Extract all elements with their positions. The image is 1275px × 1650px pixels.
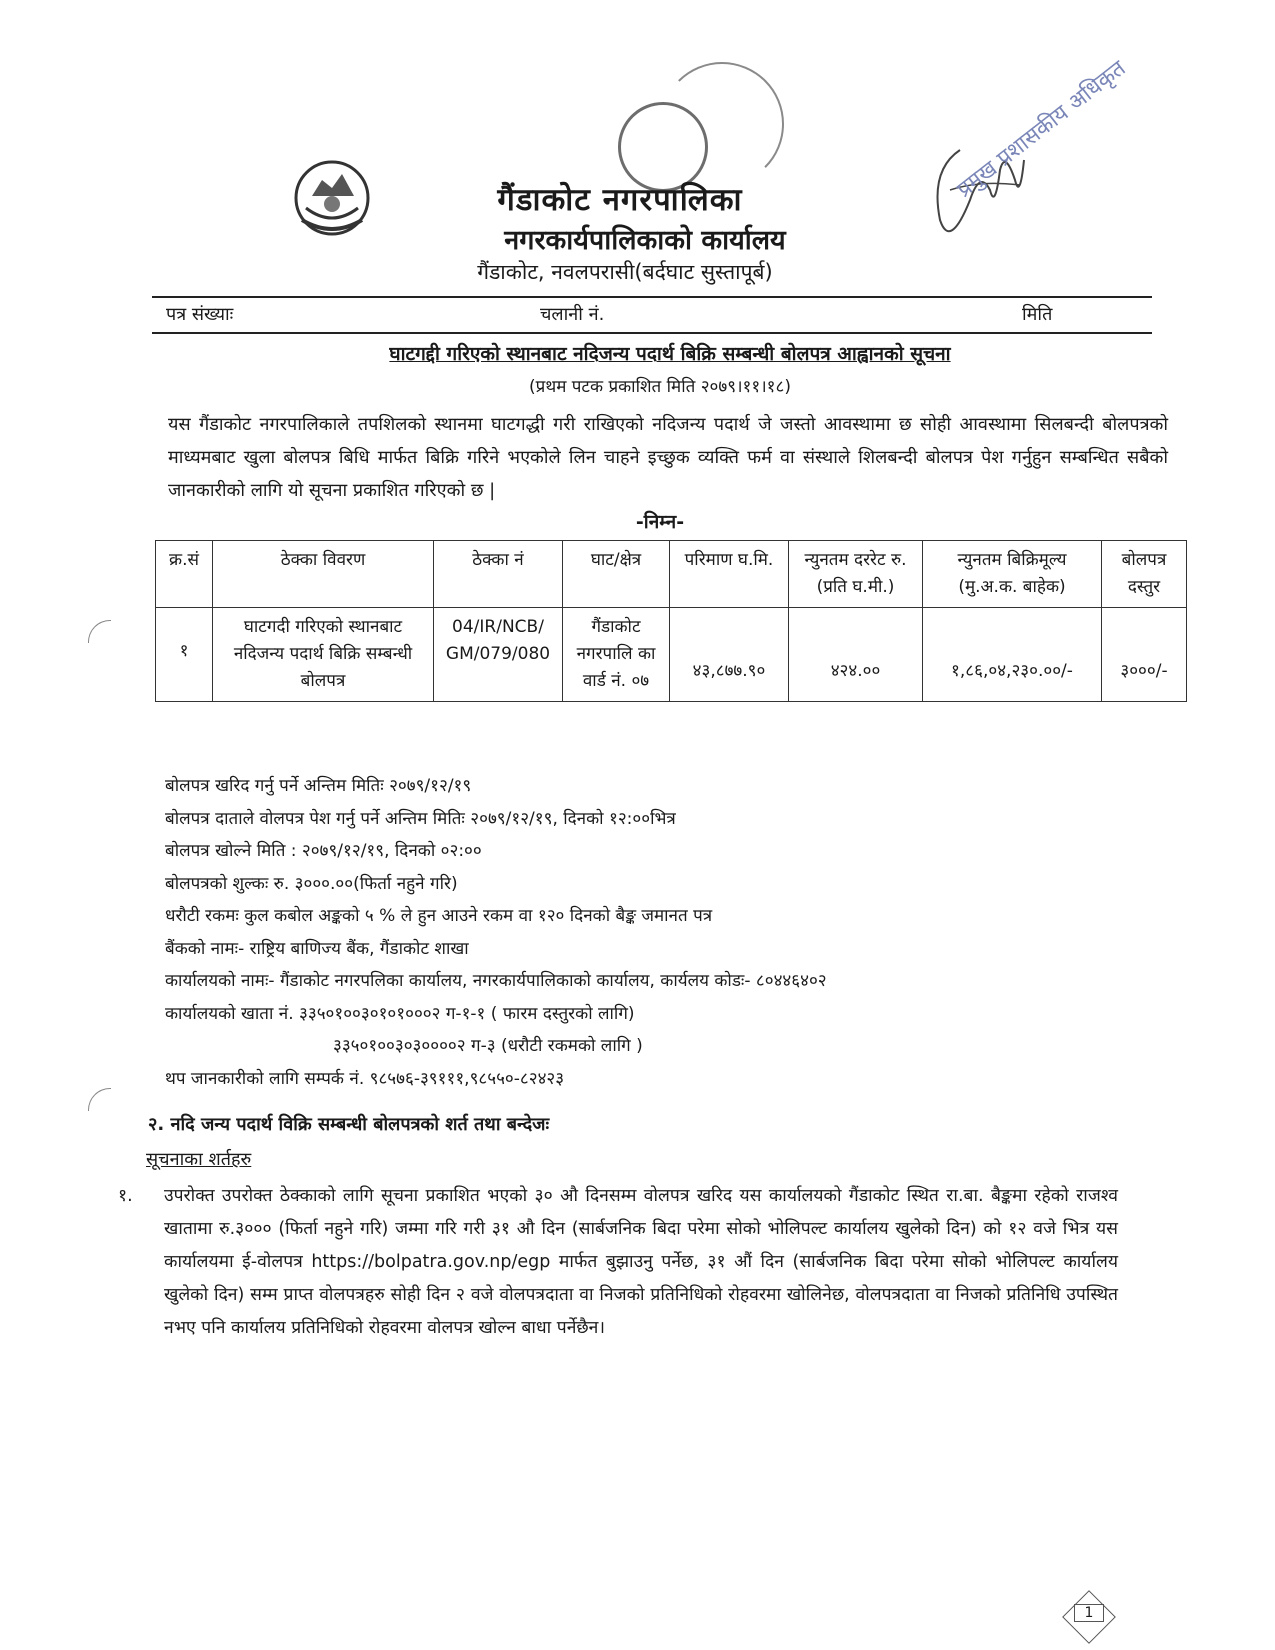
col-fee: बोलपत्र दस्तुर bbox=[1102, 541, 1187, 608]
detail-account-2: ३३५०१००३०३००००२ ग-३ (धरौटी रकमको लागि ) bbox=[333, 1036, 643, 1056]
table-header-row bbox=[156, 541, 1187, 608]
detail-opening-date: बोलपत्र खोल्ने मिति : २०७९/१२/१९, दिनको ०२:०० bbox=[165, 841, 482, 861]
col-rate: न्युनतम दररेट रु. (प्रति घ.मी.) bbox=[789, 541, 923, 608]
col-description: ठेक्का विवरण bbox=[213, 541, 434, 608]
punch-hole-mark bbox=[88, 1088, 111, 1111]
col-area: घाट/क्षेत्र bbox=[563, 541, 670, 608]
section-2-subheading: सूचनाका शर्तहरु bbox=[146, 1149, 252, 1170]
page-number: 1 bbox=[1074, 1604, 1104, 1622]
clause-1 bbox=[118, 1180, 1118, 1345]
miti-label: मिति bbox=[1022, 304, 1053, 325]
cell-description: घाटगदी गरिएको स्थानबाट नदिजन्य पदार्थ बिक्रि सम्बन्धी बोलपत्र bbox=[213, 608, 434, 702]
nimna-label: -निम्न- bbox=[635, 511, 685, 533]
punch-hole-mark bbox=[88, 620, 111, 643]
cell-quantity: ४३,८७७.९० bbox=[670, 608, 789, 702]
office-name: नगरकार्यपालिकाको कार्यालय bbox=[504, 225, 786, 256]
cell-fee: ३०००/- bbox=[1102, 608, 1187, 702]
col-contract-no: ठेक्का नं bbox=[434, 541, 563, 608]
col-quantity: परिमाण घ.मि. bbox=[670, 541, 789, 608]
notice-intro: यस गैंडाकोट नगरपालिकाले तपशिलको स्थानमा घाटगद्धी गरी राखिएको नदिजन्य पदार्थ जे जस्तो आवस्थामा छ सोही आवस्थामा सिलबन्दी बोलपत्रको माध्यमबाट खुला बोलपत्र बिधि मार्फत बिक्रि गरिने भएकोले लिन चाहने इच्छुक व्यक्ति फर्म वा संस्थाले शिलबन्दी बोलपत्र पेश गर्नुहुन सम्बन्धित सबैको जानकारीको लागि यो सूचना प्रकाशित गरिएको छ | bbox=[168, 414, 1168, 501]
cell-rate: ४२४.०० bbox=[789, 608, 923, 702]
clause-1-number: १. bbox=[118, 1186, 133, 1206]
detail-submission-deadline: बोलपत्र दाताले वोलपत्र पेश गर्नु पर्ने अन्तिम मितिः २०७९/१२/१९, दिनको १२:००भित्र bbox=[165, 808, 676, 829]
clause-1-text: उपरोक्त उपरोक्त ठेक्काको लागि सूचना प्रकाशित भएको ३० औ दिनसम्म वोलपत्र खरिद यस कार्यालयको गैंडाकोट स्थित रा.बा. बैङ्कमा रहेको राजश्व खातामा रु.३००० (फिर्ता नहुने गरि) जम्मा गरि गरी ३१ औ दिन (सार्बजनिक बिदा परेमा सोको भोलिपल्ट कार्यालय खुलेको दिन) को १२ वजे भित्र यस कार्यालयमा ई-वोलपत्र https://bolpatra.gov.np/egp मार्फत बुझाउनु पर्नेछ, ३१ औं दिन (सार्बजनिक बिदा परेमा सोको भोलिपल्ट कार्यालय खुलेको दिन) सम्म प्राप्त वोलपत्रहरु सोही दिन २ वजे वोलपत्रदाता वा निजको प्रतिनिधिको रोहवरमा खोलिनेछ, वोलपत्रदाता वा निजको प्रतिनिधि उपस्थित नभए पनि कार्यालय प्रतिनिधिको रोहवरमा वोलपत्र खोल्न बाधा पर्नेछैन। bbox=[164, 1186, 1118, 1338]
reference-line bbox=[152, 296, 1152, 334]
tender-table bbox=[155, 540, 1187, 702]
chalani-label: चलानी नं. bbox=[540, 304, 605, 325]
cell-area: गैंडाकोट नगरपालि का वार्ड नं. ०७ bbox=[563, 608, 670, 702]
detail-deposit: धरौटी रकमः कुल कबोल अङ्कको ५ % ले हुन आउने रकम वा १२० दिनको बैङ्क जमानत पत्र bbox=[165, 906, 713, 926]
detail-bank: बैंकको नामः- राष्ट्रिय बाणिज्य बैंक, गैंडाकोट शाखा bbox=[165, 938, 469, 959]
tender-details bbox=[165, 770, 1065, 1095]
detail-purchase-deadline: बोलपत्र खरिद गर्नु पर्ने अन्तिम मितिः २०७९/१२/१९ bbox=[165, 776, 472, 796]
detail-office: कार्यालयको नामः- गैंडाकोट नगरपलिका कार्यालय, नगरकार्यपालिकाको कार्यालय, कार्यलय कोडः- ८०४४६४०२ bbox=[165, 971, 827, 991]
municipality-name: गैंडाकोट नगरपालिका bbox=[497, 182, 743, 218]
table-row bbox=[156, 608, 1187, 702]
cell-min-price: १,८६,०४,२३०.००/- bbox=[923, 608, 1102, 702]
office-stamp-ring bbox=[660, 62, 784, 186]
government-emblem bbox=[292, 158, 372, 238]
cell-contract-no: 04/IR/NCB/ GM/079/080 bbox=[434, 608, 563, 702]
notice-subtitle: (प्रथम पटक प्रकाशित मिति २०७९।११।१८) bbox=[529, 377, 791, 397]
patra-sankhya-label: पत्र संख्याः bbox=[166, 304, 234, 325]
official-stamp-text: प्रमुख प्रशासकीय अधिकृत bbox=[952, 55, 1131, 203]
col-min-price: न्युनतम बिक्रिमूल्य (मु.अ.क. बाहेक) bbox=[923, 541, 1102, 608]
notice-title: घाटगद्दी गरिएको स्थानबाट नदिजन्य पदार्थ बिक्रि सम्बन्धी बोलपत्र आह्वानको सूचना bbox=[389, 343, 951, 365]
detail-fee: बोलपत्रको शुल्कः रु. ३०००.००(फिर्ता नहुने गरि) bbox=[165, 873, 458, 894]
office-address: गैंडाकोट, नवलपरासी(बर्दघाट सुस्तापूर्ब) bbox=[477, 260, 773, 284]
detail-account-1: कार्यालयको खाता नं. ३३५०१००३०१०१०००२ ग-१-१ ( फारम दस्तुरको लागि) bbox=[165, 1003, 635, 1024]
section-2-heading: २. नदि जन्य पदार्थ विक्रि सम्बन्धी बोलपत्रको शर्त तथा बन्देजः bbox=[148, 1114, 550, 1135]
col-sn: क्र.सं bbox=[156, 541, 213, 608]
cell-sn: १ bbox=[156, 608, 213, 702]
detail-contact: थप जानकारीको लागि सम्पर्क नं. ९८५७६-३९१११,९८५५०-८२४२३ bbox=[165, 1068, 565, 1089]
